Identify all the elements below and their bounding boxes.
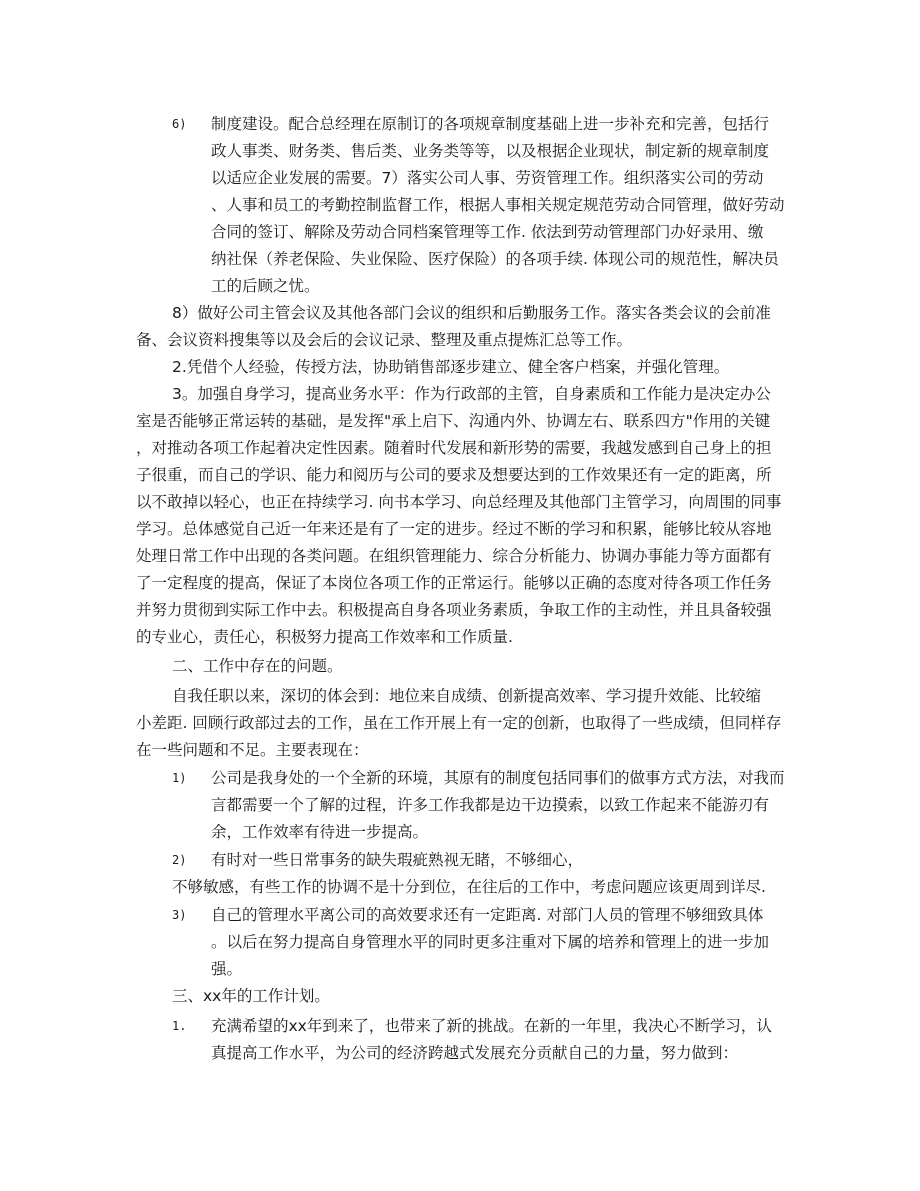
text-line: 合同的签订、解除及劳动合同档案管理等工作. 依法到劳动管理部门办好录用、缴 <box>211 223 764 241</box>
list-number: 6) <box>172 117 187 131</box>
text-line: 政人事类、财务类、售后类、业务类等等，以及根据企业现状，制定新的规章制度 <box>211 142 770 160</box>
text-line: 言都需要一个了解的过程，许多工作我都是边干边摸索，以致工作起来不能游刃有 <box>211 796 770 814</box>
paragraph-line: 3。加强自身学习，提高业务水平：作为行政部的主管，自身素质和工作能力是决定办公 <box>172 385 771 403</box>
paragraph-line: 自我任职以来，深切的体会到：地位来自成绩、创新提高效率、学习提升效能、比较缩 <box>172 687 762 705</box>
paragraph-line: 并努力贯彻到实际工作中去。积极提高自身各项业务素质，争取工作的主动性，并且具备较强 <box>136 601 772 619</box>
paragraph-line: 备、会议资料搜集等以及会后的会议记录、整理及重点提炼汇总等工作。 <box>136 331 633 349</box>
paragraph-line: 学习。总体感觉自己近一年来还是有了一定的进步。经过不断的学习和积累，能够比较从容地 <box>136 520 772 538</box>
paragraph-line: 在一些问题和不足。主要表现在： <box>136 741 369 759</box>
section-heading: 三、xx年的工作计划。 <box>172 987 330 1005</box>
list-number: 2) <box>172 853 187 867</box>
text-line: 有时对一些日常事务的缺失瑕疵熟视无睹，不够细心， <box>211 851 584 869</box>
paragraph-line: 不够敏感，有些工作的协调不是十分到位，在往后的工作中，考虑问题应该更周到详尽. <box>172 878 766 896</box>
paragraph-line: 处理日常工作中出现的各类问题。在组织管理能力、综合分析能力、协调办事能力等方面都有 <box>136 547 772 565</box>
text-line: 以适应企业发展的需要。7）落实公司人事、劳资管理工作。组织落实公司的劳动 <box>211 169 764 187</box>
section-heading: 二、工作中存在的问题。 <box>172 657 343 675</box>
paragraph-line: 了一定程度的提高，保证了本岗位各项工作的正常运行。能够以正确的态度对待各项工作任务 <box>136 574 772 592</box>
text-line: 工的后顾之忧。 <box>211 277 320 295</box>
text-line: 真提高工作水平，为公司的经济跨越式发展充分贡献自己的力量，努力做到： <box>211 1044 739 1062</box>
text-line: 余，工作效率有待进一步提高。 <box>211 823 429 841</box>
paragraph-line: ，对推动各项工作起着决定性因素。随着时代发展和新形势的需要，我越发感到自己身上的担 <box>136 439 772 457</box>
text-line: 。以后在努力提高自身管理水平的同时更多注重对下属的培养和管理上的进一步加 <box>211 933 770 951</box>
text-line: 纳社保（养老保险、失业保险、医疗保险）的各项手续. 体现公司的规范性，解决员 <box>211 250 779 268</box>
text-line: 充满希望的xx年到来了，也带来了新的挑战。在新的一年里，我决心不断学习，认 <box>211 1017 772 1035</box>
paragraph-line: 2.凭借个人经验，传授方法，协助销售部逐步建立、健全客户档案，并强化管理。 <box>172 358 730 376</box>
paragraph-line: 的专业心，责任心，积极努力提高工作效率和工作质量. <box>136 628 513 646</box>
paragraph-line: 小差距. 回顾行政部过去的工作，虽在工作开展上有一定的创新，也取得了一些成绩，但同样存 <box>136 714 782 732</box>
paragraph-line: 室是否能够正常运转的基础，是发挥"承上启下、沟通内外、协调左右、联系四方"作用的关键 <box>136 412 771 430</box>
text-line: 制度建设。配合总经理在原制订的各项规章制度基础上进一步补充和完善，包括行 <box>211 115 770 133</box>
text-line: 强。 <box>211 960 243 978</box>
text-line: 自己的管理水平离公司的高效要求还有一定距离. 对部门人员的管理不够细致具体 <box>211 906 764 924</box>
paragraph-line: 子很重，而自己的学识、能力和阅历与公司的要求及想要达到的工作效果还有一定的距离，所 <box>136 466 772 484</box>
list-number: 1) <box>172 771 187 785</box>
paragraph-line: 8）做好公司主管会议及其他各部门会议的组织和后勤服务工作。落实各类会议的会前准 <box>172 304 771 322</box>
list-number: 3) <box>172 908 187 922</box>
text-line: 、人事和员工的考勤控制监督工作，根据人事相关规定规范劳动合同管理，做好劳动 <box>211 196 785 214</box>
paragraph-line: 以不敢掉以轻心，也正在持续学习. 向书本学习、向总经理及其他部门主管学习，向周围的同事 <box>136 493 782 511</box>
list-number: 1. <box>172 1019 187 1033</box>
text-line: 公司是我身处的一个全新的环境，其原有的制度包括同事们的做事方式方法，对我而 <box>211 769 785 787</box>
